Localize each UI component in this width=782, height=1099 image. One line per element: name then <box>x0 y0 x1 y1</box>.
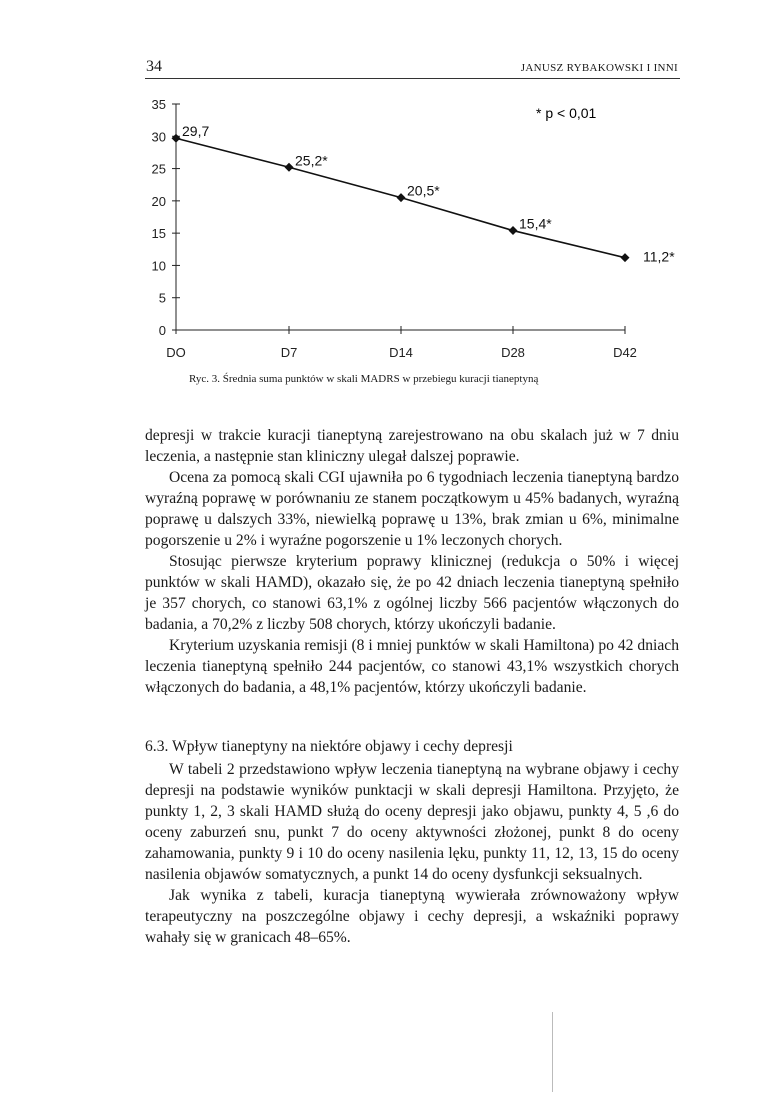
running-head: JANUSZ RYBAKOWSKI I INNI <box>520 62 678 74</box>
y-tick-label: 10 <box>151 258 166 274</box>
paragraph: W tabeli 2 przedstawiono wpływ leczenia tianeptyną na wybrane objawy i cechy depresji na podstawie wyników punktacji w skali depresji Hamiltona. Przyjęto, że punkty 1, 2, 3 skali HAMD służą do oceny depresji jako objawu, punkty 4, 5 ,6 do oceny zaburzeń snu, punkt 7 do oceny aktywności złożonej, punkt 8 do oceny zahamowania, punkty 9 i 10 do oceny nasilenia lęku, punkty 11, 12, 13, 15 do oceny nasilenia objawów somatycznych, a punkt 14 do oceny dysfunkcji seksualnych. <box>145 761 679 883</box>
x-tick-label: D7 <box>280 345 298 360</box>
paragraph: Kryterium uzyskania remisji (8 i mniej punktów w skali Hamiltona) po 42 dniach leczenia tianeptyną spełniło 244 pacjentów, co stanowi 43,1% wszystkich chorych włączonych do badania, a 48,1% pacjentów, którzy ukończyli badanie. <box>145 637 679 696</box>
data-point-marker <box>621 253 630 262</box>
paragraph: depresji w trakcie kuracji tianeptyną zarejestrowano na obu skalach już w 7 dniu leczenia, a następnie stan kliniczny ulegał dalszej poprawie. <box>145 427 679 465</box>
madrs-line-chart <box>140 88 680 366</box>
y-tick-label: 35 <box>151 97 166 112</box>
header-rule <box>145 78 680 79</box>
data-label: 25,2* <box>295 152 328 169</box>
data-label: 15,4* <box>519 215 552 232</box>
data-point-marker <box>172 134 181 143</box>
x-tick-label: D14 <box>389 345 413 360</box>
x-tick-label: DO <box>166 345 186 360</box>
y-tick-label: 5 <box>158 290 166 306</box>
section-title: 6.3. Wpływ tianeptyny na niektóre objawy i cechy depresji <box>145 738 513 755</box>
y-tick-label: 0 <box>158 323 166 338</box>
body-paragraphs-2 <box>145 759 679 948</box>
data-point-marker <box>509 226 518 235</box>
x-tick-label: D28 <box>501 345 525 360</box>
paragraph: Stosując pierwsze kryterium poprawy klinicznej (redukcja o 50% i więcej punktów w skali HAMD), okazało się, że po 42 dniach leczenia tianeptyną spełniło je 357 chorych, co stanowi 63,1% z ogólnej liczby 566 pacjentów włączonych do badania, a 70,2% z liczby 508 chorych, którzy ukończyli badanie. <box>145 553 679 633</box>
y-tick-label: 15 <box>151 226 166 242</box>
data-label: 20,5* <box>407 182 440 199</box>
paragraph: Jak wynika z tabeli, kuracja tianeptyną wywierała zrównoważony wpływ terapeutyczny na poszczególne objawy i cechy depresji, a wskaźniki poprawy wahały się w granicach 48–65%. <box>145 887 679 946</box>
scan-artifact-line <box>552 1012 553 1092</box>
y-axis <box>152 97 180 338</box>
significance-note: * p < 0,01 <box>536 105 597 121</box>
data-point-marker <box>397 193 406 202</box>
y-tick-label: 20 <box>151 193 166 209</box>
body-paragraphs-1 <box>145 425 679 698</box>
y-tick-label: 30 <box>151 129 166 145</box>
series-line <box>172 134 630 262</box>
x-tick-label: D42 <box>613 345 637 360</box>
y-tick-label: 25 <box>151 161 166 177</box>
data-label: 29,7 <box>182 123 210 140</box>
x-axis <box>166 326 637 360</box>
data-point-marker <box>285 163 294 172</box>
data-label: 11,2* <box>643 248 675 265</box>
page-number: 34 <box>146 58 162 75</box>
data-labels <box>182 123 675 264</box>
paragraph: Ocena za pomocą skali CGI ujawniła po 6 tygodniach leczenia tianeptyną bardzo wyraźną poprawę w porównaniu ze stanem początkowym u 45% badanych, wyraźną poprawę u dalszych 33%, niewielką poprawę u 13%, brak zmian u 6%, minimalne pogorszenie u 2% i wyraźne pogorszenie u 1% leczonych chorych. <box>145 469 679 549</box>
figure-caption: Ryc. 3. Średnia suma punktów w skali MADRS w przebiegu kuracji tianeptyną <box>189 373 539 385</box>
